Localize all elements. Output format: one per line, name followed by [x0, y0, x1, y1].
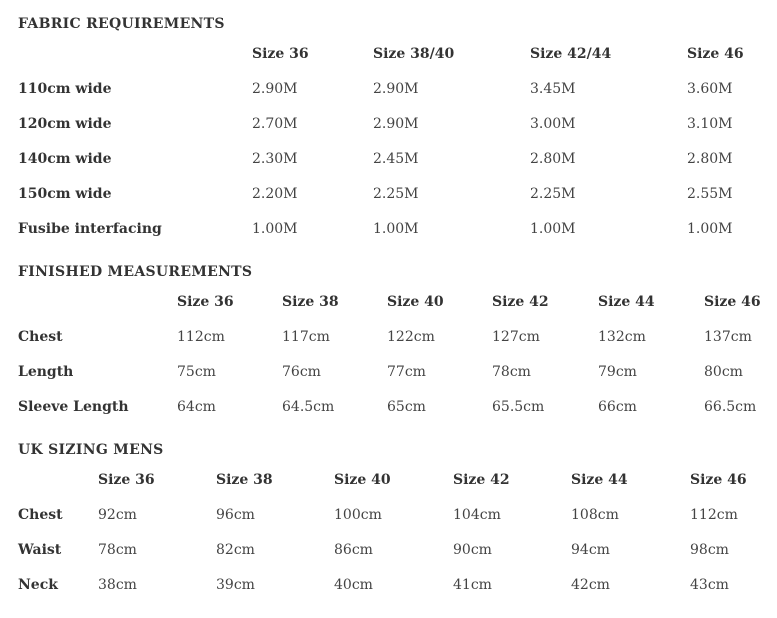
table-cell: 1.00M [687, 221, 733, 237]
row-label: 150cm wide [18, 186, 112, 202]
table-cell: 86cm [334, 542, 373, 558]
table-cell: 122cm [387, 329, 435, 345]
column-header: Size 42/44 [530, 46, 612, 62]
table-cell: 98cm [690, 542, 729, 558]
table-cell: 92cm [98, 507, 137, 523]
table-cell: 3.60M [687, 81, 733, 97]
table-cell: 3.10M [687, 116, 733, 132]
table-cell: 77cm [387, 364, 426, 380]
table-cell: 66cm [598, 399, 637, 415]
table-cell: 2.90M [252, 81, 298, 97]
table-cell: 75cm [177, 364, 216, 380]
table-cell: 64.5cm [282, 399, 335, 415]
table-cell: 112cm [177, 329, 225, 345]
column-header: Size 46 [687, 46, 744, 62]
column-header: Size 36 [177, 294, 234, 310]
table-cell: 42cm [571, 577, 610, 593]
table-cell: 108cm [571, 507, 619, 523]
table-cell: 96cm [216, 507, 255, 523]
table-cell: 65.5cm [492, 399, 545, 415]
table-cell: 132cm [598, 329, 646, 345]
table-cell: 2.25M [530, 186, 576, 202]
column-header: Size 44 [598, 294, 655, 310]
table-cell: 104cm [453, 507, 501, 523]
table-cell: 90cm [453, 542, 492, 558]
column-header: Size 40 [334, 472, 391, 488]
table-cell: 100cm [334, 507, 382, 523]
table-cell: 137cm [704, 329, 752, 345]
column-header: Size 44 [571, 472, 628, 488]
table-cell: 43cm [690, 577, 729, 593]
table-cell: 1.00M [252, 221, 298, 237]
column-header: Size 38 [282, 294, 339, 310]
row-label: Neck [18, 577, 58, 593]
table-cell: 79cm [598, 364, 637, 380]
table-cell: 2.80M [530, 151, 576, 167]
row-label: 120cm wide [18, 116, 112, 132]
row-label: Sleeve Length [18, 399, 129, 415]
table-cell: 80cm [704, 364, 743, 380]
row-label: Chest [18, 507, 63, 523]
table-cell: 3.00M [530, 116, 576, 132]
column-header: Size 42 [453, 472, 510, 488]
table-cell: 82cm [216, 542, 255, 558]
row-label: Fusibe interfacing [18, 221, 162, 237]
column-header: Size 38/40 [373, 46, 455, 62]
table-cell: 2.70M [252, 116, 298, 132]
row-label: 140cm wide [18, 151, 112, 167]
table-cell: 2.90M [373, 81, 419, 97]
column-header: Size 46 [690, 472, 747, 488]
row-label: 110cm wide [18, 81, 112, 97]
column-header: Size 42 [492, 294, 549, 310]
table-cell: 94cm [571, 542, 610, 558]
table-cell: 66.5cm [704, 399, 757, 415]
table-cell: 112cm [690, 507, 738, 523]
column-header: Size 38 [216, 472, 273, 488]
table-cell: 39cm [216, 577, 255, 593]
table-cell: 78cm [98, 542, 137, 558]
section-title-fabric-requirements: FABRIC REQUIREMENTS [18, 16, 225, 32]
column-header: Size 40 [387, 294, 444, 310]
row-label: Length [18, 364, 74, 380]
table-cell: 2.25M [373, 186, 419, 202]
table-cell: 2.55M [687, 186, 733, 202]
section-title-uk-sizing-mens: UK SIZING MENS [18, 442, 164, 458]
table-cell: 2.45M [373, 151, 419, 167]
column-header: Size 36 [98, 472, 155, 488]
table-cell: 65cm [387, 399, 426, 415]
table-cell: 2.20M [252, 186, 298, 202]
table-cell: 38cm [98, 577, 137, 593]
table-cell: 2.90M [373, 116, 419, 132]
table-cell: 2.80M [687, 151, 733, 167]
row-label: Waist [18, 542, 62, 558]
table-cell: 78cm [492, 364, 531, 380]
column-header: Size 36 [252, 46, 309, 62]
table-cell: 64cm [177, 399, 216, 415]
table-cell: 76cm [282, 364, 321, 380]
column-header: Size 46 [704, 294, 761, 310]
table-cell: 1.00M [373, 221, 419, 237]
table-cell: 3.45M [530, 81, 576, 97]
table-cell: 117cm [282, 329, 330, 345]
table-cell: 1.00M [530, 221, 576, 237]
table-cell: 41cm [453, 577, 492, 593]
table-cell: 2.30M [252, 151, 298, 167]
section-title-finished-measurements: FINISHED MEASUREMENTS [18, 264, 253, 280]
table-cell: 127cm [492, 329, 540, 345]
table-cell: 40cm [334, 577, 373, 593]
row-label: Chest [18, 329, 63, 345]
